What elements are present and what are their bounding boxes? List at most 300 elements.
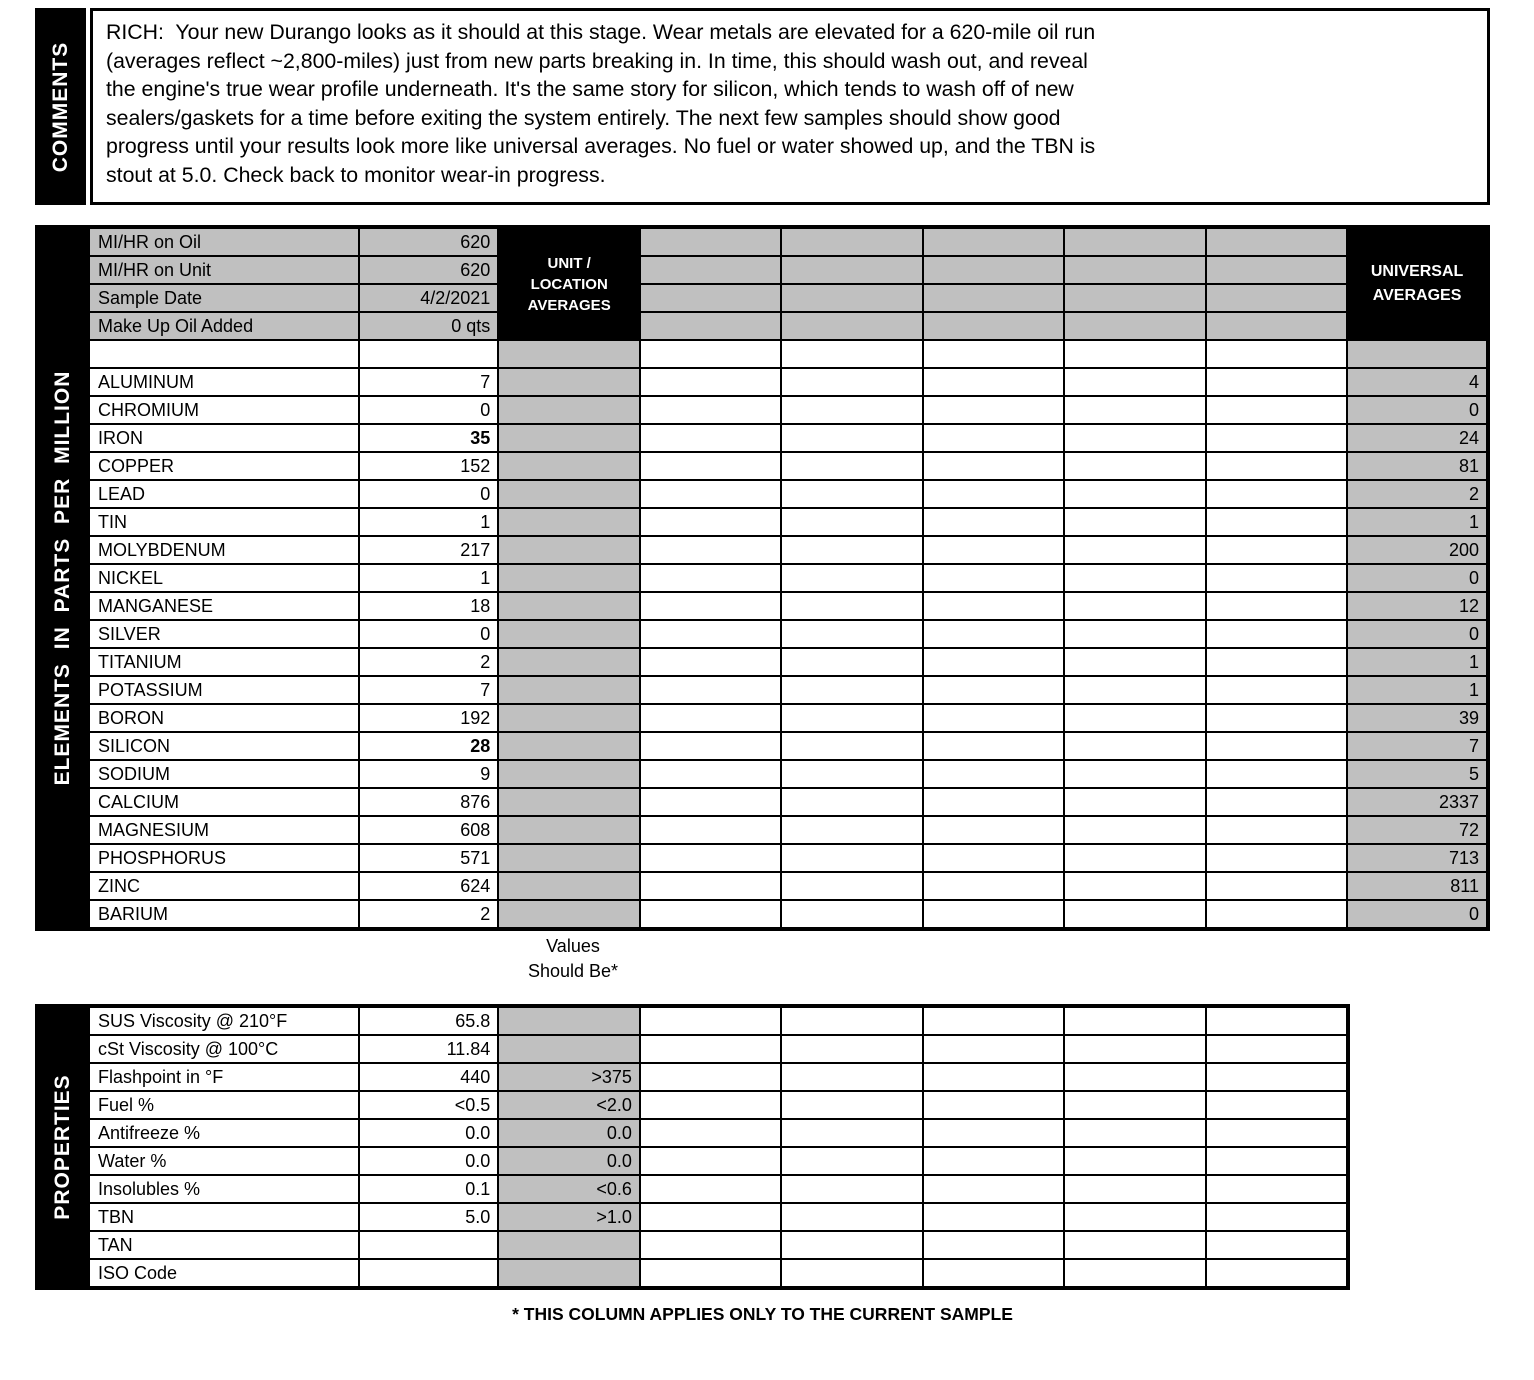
element-name-cell: SILICON (89, 732, 359, 760)
history-cell (640, 228, 781, 256)
unit-location-cell (498, 732, 640, 760)
element-row (89, 732, 1487, 760)
element-value-cell: 192 (359, 704, 499, 732)
history-cell (1206, 228, 1347, 256)
property-name-cell: Insolubles % (89, 1175, 359, 1203)
element-row (89, 592, 1487, 620)
history-cell (1206, 648, 1347, 676)
history-cell (640, 564, 781, 592)
comments-text-box (90, 8, 1490, 205)
history-cell (1064, 480, 1205, 508)
universal-average-cell: 811 (1347, 872, 1487, 900)
element-value-cell: 1 (359, 564, 499, 592)
element-row (89, 844, 1487, 872)
comments-sidebar (35, 8, 86, 205)
comments-section (35, 8, 1490, 205)
history-cell (1206, 1091, 1347, 1119)
history-cell (781, 1063, 922, 1091)
history-cell (923, 536, 1064, 564)
history-cell (1064, 312, 1205, 340)
history-cell (1064, 1259, 1205, 1287)
comment-line: (averages reflect ~2,800-miles) just from new parts breaking in. In time, this should wash out, and reveal (106, 48, 1088, 73)
universal-average-cell: 2337 (1347, 788, 1487, 816)
history-cell (1206, 508, 1347, 536)
history-cell (1206, 872, 1347, 900)
history-cell (1206, 1147, 1347, 1175)
element-row (89, 480, 1487, 508)
element-name-cell: MOLYBDENUM (89, 536, 359, 564)
universal-average-cell: 4 (1347, 368, 1487, 396)
element-name-cell: IRON (89, 424, 359, 452)
history-cell (640, 368, 781, 396)
history-cell (640, 536, 781, 564)
history-cell (640, 844, 781, 872)
history-cell (923, 648, 1064, 676)
history-cell (1064, 1035, 1205, 1063)
history-cell (923, 396, 1064, 424)
history-cell (1206, 396, 1347, 424)
history-cell (640, 1063, 781, 1091)
history-cell (640, 1007, 781, 1035)
universal-average-cell: 1 (1347, 508, 1487, 536)
element-name-cell: CHROMIUM (89, 396, 359, 424)
property-name-cell: cSt Viscosity @ 100°C (89, 1035, 359, 1063)
values-should-be-line: Should Be* (527, 961, 619, 981)
history-cell (923, 1063, 1064, 1091)
property-row (89, 1203, 1347, 1231)
history-cell (1064, 508, 1205, 536)
history-cell (640, 1175, 781, 1203)
comment-line: the engine's true wear profile underneath. It's the same story for silicon, which tends to wash off of new (106, 77, 1074, 102)
history-cell (781, 396, 922, 424)
history-cell (1206, 900, 1347, 928)
history-cell (923, 816, 1064, 844)
history-cell (1064, 732, 1205, 760)
property-row (89, 1175, 1347, 1203)
history-cell (781, 284, 922, 312)
history-cell (1064, 788, 1205, 816)
element-name-cell: CALCIUM (89, 788, 359, 816)
history-cell (640, 1091, 781, 1119)
should-be-cell (498, 1259, 640, 1287)
element-row (89, 648, 1487, 676)
unit-location-cell (498, 620, 640, 648)
history-cell (640, 1231, 781, 1259)
comment-line: sealers/gaskets for a time before exiting the system entirely. The next few samples should show good (106, 105, 1061, 130)
history-cell (923, 900, 1064, 928)
unit-location-cell (498, 340, 640, 368)
history-cell (1206, 788, 1347, 816)
history-cell (781, 368, 922, 396)
history-cell (1064, 396, 1205, 424)
property-value-cell: 0.1 (359, 1175, 499, 1203)
universal-average-cell: 7 (1347, 732, 1487, 760)
element-row (89, 872, 1487, 900)
history-cell (1206, 368, 1347, 396)
universal-average-cell (1347, 340, 1487, 368)
history-cell (923, 340, 1064, 368)
element-name-cell: TIN (89, 508, 359, 536)
universal-average-cell: 713 (1347, 844, 1487, 872)
history-cell (781, 480, 922, 508)
element-row (89, 760, 1487, 788)
history-cell (781, 1231, 922, 1259)
history-cell (781, 1203, 922, 1231)
universal-average-cell: 0 (1347, 620, 1487, 648)
element-value-cell: 876 (359, 788, 499, 816)
history-cell (923, 284, 1064, 312)
history-cell (781, 1119, 922, 1147)
unit-location-cell (498, 452, 640, 480)
history-cell (1064, 564, 1205, 592)
info-row (89, 312, 1487, 340)
history-cell (781, 564, 922, 592)
info-label-cell: Make Up Oil Added (89, 312, 359, 340)
element-name-cell: COPPER (89, 452, 359, 480)
universal-average-cell: 200 (1347, 536, 1487, 564)
history-cell (1064, 228, 1205, 256)
element-name-cell: TITANIUM (89, 648, 359, 676)
history-cell (923, 480, 1064, 508)
history-cell (781, 788, 922, 816)
property-name-cell: TBN (89, 1203, 359, 1231)
info-row (89, 284, 1487, 312)
should-be-cell: >1.0 (498, 1203, 640, 1231)
history-cell (781, 1259, 922, 1287)
history-cell (781, 872, 922, 900)
property-value-cell: 5.0 (359, 1203, 499, 1231)
element-row (89, 368, 1487, 396)
comment-line: RICH: Your new Durango looks as it should at this stage. Wear metals are elevated for a 620-mile oil run (106, 20, 1096, 44)
unit-location-cell (498, 760, 640, 788)
property-row (89, 1231, 1347, 1259)
history-cell (781, 732, 922, 760)
spacer-row (89, 340, 1487, 368)
element-row (89, 564, 1487, 592)
history-cell (1206, 760, 1347, 788)
universal-average-cell: 24 (1347, 424, 1487, 452)
universal-average-cell: 0 (1347, 564, 1487, 592)
unit-location-cell (498, 900, 640, 928)
history-cell (1064, 284, 1205, 312)
element-value-cell: 35 (359, 424, 499, 452)
history-cell (923, 620, 1064, 648)
element-value-cell: 152 (359, 452, 499, 480)
element-value-cell: 217 (359, 536, 499, 564)
history-cell (1206, 1259, 1347, 1287)
history-cell (640, 676, 781, 704)
values-should-be-note (500, 934, 646, 984)
history-cell (640, 816, 781, 844)
history-cell (781, 844, 922, 872)
history-cell (781, 536, 922, 564)
history-cell (640, 424, 781, 452)
current-sample-footnote: * THIS COLUMN APPLIES ONLY TO THE CURRENT SAMPLE (512, 1304, 1013, 1324)
history-cell (923, 844, 1064, 872)
element-value-cell: 0 (359, 620, 499, 648)
element-name-cell: BARIUM (89, 900, 359, 928)
history-cell (1064, 676, 1205, 704)
info-value-cell: 0 qts (359, 312, 499, 340)
unit-location-cell (498, 816, 640, 844)
history-cell (781, 1091, 922, 1119)
history-cell (640, 480, 781, 508)
element-name-cell: BORON (89, 704, 359, 732)
history-cell (640, 256, 781, 284)
property-row (89, 1147, 1347, 1175)
element-value-cell: 624 (359, 872, 499, 900)
should-be-cell: 0.0 (498, 1119, 640, 1147)
history-cell (640, 1203, 781, 1231)
history-cell (1206, 1203, 1347, 1231)
history-cell (781, 816, 922, 844)
history-cell (640, 1035, 781, 1063)
property-name-cell: Fuel % (89, 1091, 359, 1119)
property-value-cell: 0.0 (359, 1147, 499, 1175)
info-label-cell: MI/HR on Oil (89, 228, 359, 256)
history-cell (640, 1147, 781, 1175)
history-cell (1206, 452, 1347, 480)
history-cell (1206, 284, 1347, 312)
history-cell (1064, 704, 1205, 732)
element-row (89, 704, 1487, 732)
element-name-cell: MAGNESIUM (89, 816, 359, 844)
unit-location-averages-header: UNIT / LOCATION AVERAGES (498, 228, 640, 340)
element-value-cell: 0 (359, 396, 499, 424)
element-value-cell: 2 (359, 648, 499, 676)
unit-location-cell (498, 424, 640, 452)
history-cell (1064, 1007, 1205, 1035)
property-row (89, 1091, 1347, 1119)
property-value-cell: <0.5 (359, 1091, 499, 1119)
history-cell (1064, 872, 1205, 900)
universal-average-cell: 0 (1347, 396, 1487, 424)
property-name-cell: ISO Code (89, 1259, 359, 1287)
element-row (89, 816, 1487, 844)
history-cell (640, 788, 781, 816)
unit-location-cell (498, 480, 640, 508)
history-cell (1206, 480, 1347, 508)
history-cell (640, 648, 781, 676)
history-cell (923, 564, 1064, 592)
history-cell (781, 1035, 922, 1063)
elements-table-block (35, 225, 1490, 931)
history-cell (781, 424, 922, 452)
history-cell (781, 508, 922, 536)
history-cell (923, 1231, 1064, 1259)
info-value-cell: 4/2/2021 (359, 284, 499, 312)
comment-line: stout at 5.0. Check back to monitor wear-in progress. (106, 162, 606, 187)
history-cell (1064, 1119, 1205, 1147)
history-cell (923, 256, 1064, 284)
history-cell (781, 1175, 922, 1203)
history-cell (781, 648, 922, 676)
history-cell (640, 508, 781, 536)
history-cell (781, 676, 922, 704)
history-cell (781, 760, 922, 788)
universal-average-cell: 1 (1347, 648, 1487, 676)
unit-location-cell (498, 536, 640, 564)
should-be-cell: 0.0 (498, 1147, 640, 1175)
element-value-cell: 18 (359, 592, 499, 620)
history-cell (640, 760, 781, 788)
spacer-label-cell (89, 340, 359, 368)
property-row (89, 1035, 1347, 1063)
history-cell (640, 312, 781, 340)
universal-average-cell: 2 (1347, 480, 1487, 508)
property-value-cell: 440 (359, 1063, 499, 1091)
history-cell (1064, 900, 1205, 928)
universal-average-cell: 12 (1347, 592, 1487, 620)
unit-location-cell (498, 872, 640, 900)
history-cell (1206, 256, 1347, 284)
history-cell (1206, 340, 1347, 368)
unit-location-cell (498, 648, 640, 676)
element-row (89, 620, 1487, 648)
unit-location-cell (498, 844, 640, 872)
history-cell (923, 1007, 1064, 1035)
should-be-cell: >375 (498, 1063, 640, 1091)
property-row (89, 1063, 1347, 1091)
history-cell (1064, 620, 1205, 648)
history-cell (640, 620, 781, 648)
history-cell (1064, 1203, 1205, 1231)
elements-sidebar (37, 227, 88, 929)
universal-average-cell: 39 (1347, 704, 1487, 732)
info-value-cell: 620 (359, 228, 499, 256)
element-value-cell: 7 (359, 676, 499, 704)
should-be-cell (498, 1035, 640, 1063)
history-cell (781, 620, 922, 648)
history-cell (1064, 452, 1205, 480)
element-row (89, 452, 1487, 480)
unit-location-cell (498, 676, 640, 704)
history-cell (1064, 1063, 1205, 1091)
history-cell (781, 704, 922, 732)
history-cell (1064, 1147, 1205, 1175)
history-cell (923, 676, 1064, 704)
history-cell (923, 228, 1064, 256)
properties-table (88, 1006, 1348, 1288)
history-cell (1206, 1063, 1347, 1091)
should-be-cell (498, 1007, 640, 1035)
history-cell (923, 788, 1064, 816)
history-cell (640, 872, 781, 900)
history-cell (1064, 844, 1205, 872)
history-cell (923, 1035, 1064, 1063)
unit-location-cell (498, 564, 640, 592)
elements-sidebar-label: ELEMENTS IN PARTS PER MILLION (50, 370, 74, 786)
property-name-cell: Antifreeze % (89, 1119, 359, 1147)
property-row (89, 1259, 1347, 1287)
property-value-cell (359, 1259, 499, 1287)
element-value-cell: 2 (359, 900, 499, 928)
unit-location-cell (498, 396, 640, 424)
history-cell (923, 424, 1064, 452)
history-cell (923, 452, 1064, 480)
comments-sidebar-label: COMMENTS (48, 41, 72, 172)
element-name-cell: MANGANESE (89, 592, 359, 620)
history-cell (923, 1175, 1064, 1203)
history-cell (1206, 424, 1347, 452)
should-be-cell: <2.0 (498, 1091, 640, 1119)
unit-location-cell (498, 788, 640, 816)
element-value-cell: 7 (359, 368, 499, 396)
history-cell (640, 1259, 781, 1287)
history-cell (1206, 844, 1347, 872)
info-row (89, 228, 1487, 256)
history-cell (1064, 368, 1205, 396)
element-name-cell: SILVER (89, 620, 359, 648)
property-row (89, 1119, 1347, 1147)
history-cell (1206, 592, 1347, 620)
universal-average-cell: 72 (1347, 816, 1487, 844)
history-cell (923, 872, 1064, 900)
properties-table-block (35, 1004, 1350, 1290)
history-cell (1064, 760, 1205, 788)
history-cell (781, 1007, 922, 1035)
history-cell (1064, 1091, 1205, 1119)
history-cell (640, 704, 781, 732)
property-value-cell (359, 1231, 499, 1259)
spacer-value-cell (359, 340, 499, 368)
history-cell (923, 1091, 1064, 1119)
element-row (89, 900, 1487, 928)
element-name-cell: LEAD (89, 480, 359, 508)
history-cell (640, 732, 781, 760)
history-cell (1206, 564, 1347, 592)
history-cell (923, 508, 1064, 536)
history-cell (781, 1147, 922, 1175)
history-cell (1064, 816, 1205, 844)
element-row (89, 676, 1487, 704)
history-cell (923, 704, 1064, 732)
history-cell (640, 1119, 781, 1147)
unit-location-cell (498, 508, 640, 536)
history-cell (1206, 536, 1347, 564)
property-name-cell: Flashpoint in °F (89, 1063, 359, 1091)
property-name-cell: TAN (89, 1231, 359, 1259)
element-row (89, 536, 1487, 564)
unit-location-cell (498, 704, 640, 732)
history-cell (781, 452, 922, 480)
properties-sidebar-label: PROPERTIES (50, 1074, 74, 1220)
property-value-cell: 0.0 (359, 1119, 499, 1147)
history-cell (640, 592, 781, 620)
history-cell (1206, 704, 1347, 732)
universal-average-cell: 81 (1347, 452, 1487, 480)
property-value-cell: 65.8 (359, 1007, 499, 1035)
element-value-cell: 571 (359, 844, 499, 872)
history-cell (640, 340, 781, 368)
history-cell (781, 340, 922, 368)
property-value-cell: 11.84 (359, 1035, 499, 1063)
element-row (89, 424, 1487, 452)
element-name-cell: ALUMINUM (89, 368, 359, 396)
element-value-cell: 0 (359, 480, 499, 508)
history-cell (1206, 1007, 1347, 1035)
element-name-cell: PHOSPHORUS (89, 844, 359, 872)
unit-location-cell (498, 592, 640, 620)
history-cell (1206, 732, 1347, 760)
element-name-cell: NICKEL (89, 564, 359, 592)
history-cell (1064, 536, 1205, 564)
history-cell (640, 396, 781, 424)
history-cell (1064, 256, 1205, 284)
comment-line: progress until your results look more like universal averages. No fuel or water showed up, and the TBN is (106, 134, 1096, 159)
element-value-cell: 28 (359, 732, 499, 760)
history-cell (1064, 648, 1205, 676)
